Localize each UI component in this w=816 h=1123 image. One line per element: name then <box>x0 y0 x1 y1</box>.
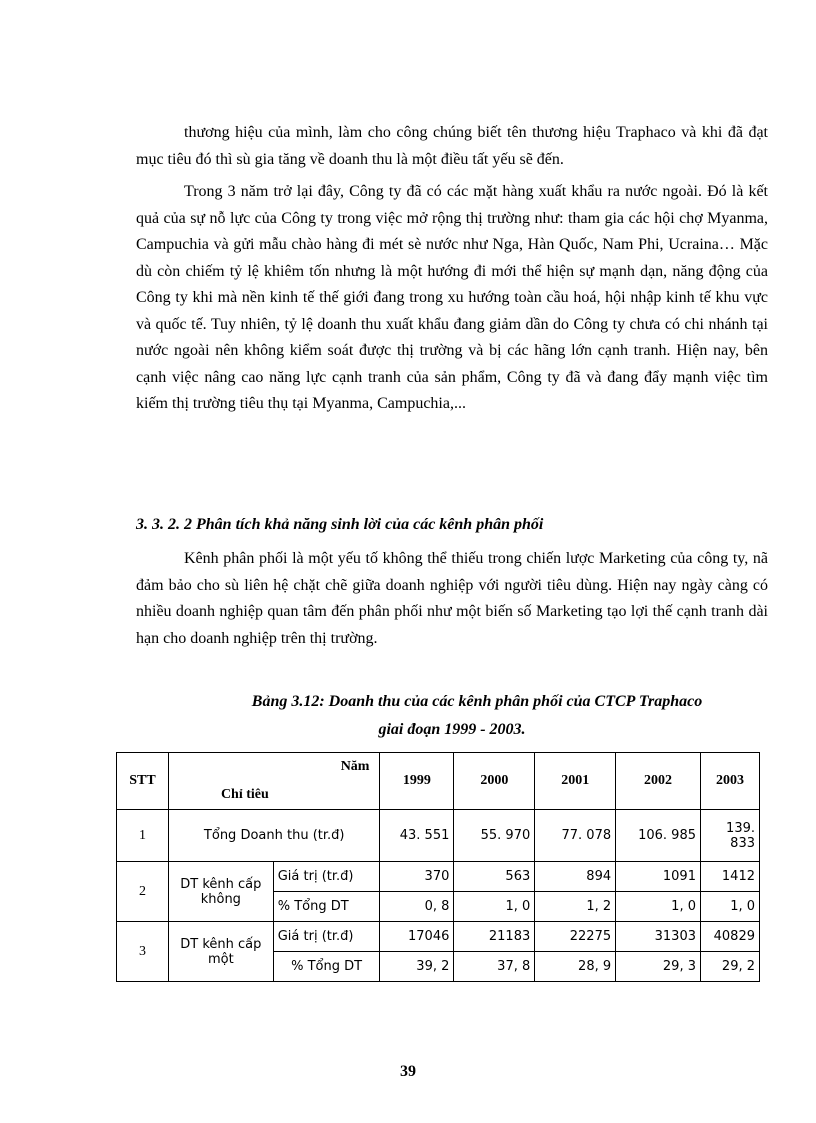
table-cell: 40829 <box>700 922 759 952</box>
table-cell: 22275 <box>535 922 616 952</box>
row-sublabel: % Tổng DT <box>273 952 380 982</box>
header-year-label: Năm <box>340 759 370 774</box>
row-label: DT kênh cấp một <box>168 922 273 982</box>
paragraph-export: Trong 3 năm trở lại đây, Công ty đã có các mặt hàng xuất khẩu ra nước ngoài. Đó là kết quả của sự nỗ lực của Công ty trong việc mở rộng thị trường như: tham gia các hội chợ Myanma, Campuchia và gửi mẫu chào hàng đi mét sè nước như Nga, Hàn Quốc, Nam Phi, Ucraina… Mặc dù còn chiếm tỷ lệ khiêm tốn nhưng là một hướng đi mới thể hiện sự mạnh dạn, năng động của Công ty khi mà nền kinh tế thế giới đang trong xu hướng toàn cầu hoá, hội nhập kinh tế khu vực và quốc tế. Tuy nhiên, tỷ lệ doanh thu xuất khẩu đang giảm dần do Công ty chưa có chi nhánh tại nước ngoài nên không kiểm soát được thị trường và bị các hãng lớn cạnh tranh. Hiện nay, bên cạnh việc nâng cao năng lực cạnh tranh của sản phẩm, Công ty đã và đang đẩy mạnh việc tìm kiếm thị trường tiêu thụ tại Myanma, Campuchia,... <box>136 183 768 412</box>
table-caption <box>136 688 768 744</box>
table-cell: 31303 <box>616 922 701 952</box>
body-text-channels <box>136 546 768 652</box>
row-sublabel: Giá trị (tr.đ) <box>273 922 380 952</box>
table-cell: 28, 9 <box>535 952 616 982</box>
table-cell: 39, 2 <box>380 952 454 982</box>
table-row-level1-value <box>117 922 760 952</box>
paragraph-channels: Kênh phân phối là một yếu tố không thể thiếu trong chiến lược Marketing của công ty, nã đảm bảo cho sù liên hệ chặt chẽ giữa doanh nghiệp với người tiêu dùng. Hiện nay ngày càng có nhiều doanh nghiệp quan tâm đến phân phối như một biến số Marketing tạo lợi thế cạnh tranh dài hạn cho doanh nghiệp trên thị trường. <box>136 550 768 647</box>
body-text-top <box>136 120 768 418</box>
table-cell: 0, 8 <box>380 892 454 922</box>
table-row-total-revenue <box>117 810 760 862</box>
header-year: 2002 <box>616 753 701 810</box>
table-cell: 21183 <box>454 922 535 952</box>
table-caption-line2: giai đoạn 1999 - 2003. <box>378 721 526 738</box>
table-cell: 1, 2 <box>535 892 616 922</box>
row-sublabel: Giá trị (tr.đ) <box>273 862 380 892</box>
table-cell: 29, 3 <box>616 952 701 982</box>
table-cell: 77. 078 <box>535 810 616 862</box>
table-cell: 894 <box>535 862 616 892</box>
table-caption-line1: Bảng 3.12: Doanh thu của các kênh phân phối của CTCP Traphaco <box>251 693 703 710</box>
table-cell: 1091 <box>616 862 701 892</box>
header-year: 2001 <box>535 753 616 810</box>
table-cell: 1412 <box>700 862 759 892</box>
table-cell: 1, 0 <box>700 892 759 922</box>
table-cell: 1, 0 <box>454 892 535 922</box>
header-indicator-label: Chỉ tiêu <box>220 787 269 802</box>
section-heading: 3. 3. 2. 2 Phân tích khả năng sinh lời của các kênh phân phối <box>136 516 544 533</box>
row-sublabel: % Tổng DT <box>273 892 380 922</box>
table-cell: 139. 833 <box>700 810 759 862</box>
header-year: 2003 <box>700 753 759 810</box>
table-cell: 1, 0 <box>616 892 701 922</box>
row-label: DT kênh cấp không <box>168 862 273 922</box>
row-stt: 1 <box>117 810 169 862</box>
table-cell: 370 <box>380 862 454 892</box>
table-cell: 563 <box>454 862 535 892</box>
table-cell: 29, 2 <box>700 952 759 982</box>
table-row-level0-value <box>117 862 760 892</box>
revenue-table <box>116 752 760 982</box>
paragraph-continuation: thương hiệu của mình, làm cho công chúng biết tên thương hiệu Traphaco và khi đã đạt mục tiêu đó thì sù gia tăng về doanh thu là một điều tất yếu sẽ đến. <box>136 124 768 168</box>
header-year: 2000 <box>454 753 535 810</box>
table-cell: 17046 <box>380 922 454 952</box>
row-stt: 3 <box>117 922 169 982</box>
row-stt: 2 <box>117 862 169 922</box>
table-cell: 55. 970 <box>454 810 535 862</box>
row-label: Tổng Doanh thu (tr.đ) <box>168 810 380 862</box>
table-cell: 106. 985 <box>616 810 701 862</box>
table-cell: 37, 8 <box>454 952 535 982</box>
page-number: 39 <box>400 1063 416 1080</box>
table-header-row <box>117 753 760 810</box>
header-diagonal-cell <box>168 753 380 810</box>
header-stt: STT <box>117 753 169 810</box>
table-cell: 43. 551 <box>380 810 454 862</box>
header-year: 1999 <box>380 753 454 810</box>
